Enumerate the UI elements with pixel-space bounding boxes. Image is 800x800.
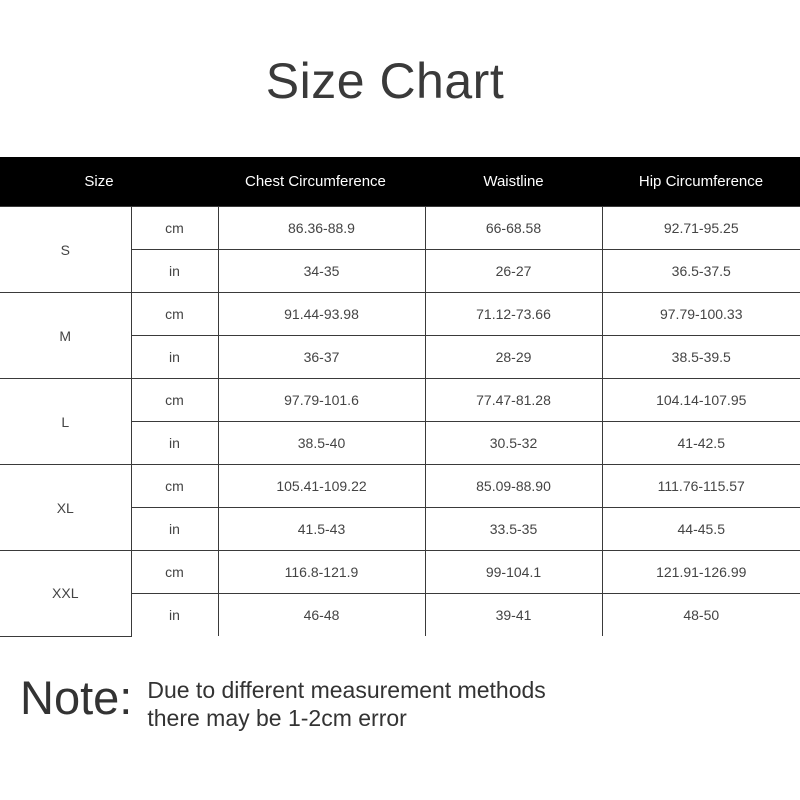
waist-cell: 66-68.58 bbox=[425, 207, 602, 250]
waist-cell: 99-104.1 bbox=[425, 551, 602, 594]
header-size: Size bbox=[0, 157, 218, 207]
size-label: XXL bbox=[0, 551, 131, 637]
chest-cell: 86.36-88.9 bbox=[218, 207, 425, 250]
hip-cell: 41-42.5 bbox=[602, 422, 800, 465]
header-chest: Chest Circumference bbox=[218, 157, 425, 207]
waist-cell: 85.09-88.90 bbox=[425, 465, 602, 508]
chest-cell: 97.79-101.6 bbox=[218, 379, 425, 422]
size-label: M bbox=[0, 293, 131, 379]
note-label: Note: bbox=[20, 671, 133, 724]
chest-cell: 38.5-40 bbox=[218, 422, 425, 465]
waist-cell: 77.47-81.28 bbox=[425, 379, 602, 422]
note-line-2: there may be 1-2cm error bbox=[147, 705, 407, 731]
table-row bbox=[0, 207, 800, 250]
table-row bbox=[0, 293, 800, 336]
hip-cell: 97.79-100.33 bbox=[602, 293, 800, 336]
table-row bbox=[0, 551, 800, 594]
hip-cell: 44-45.5 bbox=[602, 508, 800, 551]
chest-cell: 105.41-109.22 bbox=[218, 465, 425, 508]
chest-cell: 46-48 bbox=[218, 594, 425, 637]
measurement-note bbox=[20, 672, 546, 732]
unit-cell: in bbox=[131, 336, 218, 379]
note-line-1: Due to different measurement methods bbox=[147, 677, 546, 703]
unit-cell: in bbox=[131, 422, 218, 465]
unit-cell: cm bbox=[131, 293, 218, 336]
page-title: Size Chart bbox=[265, 53, 505, 109]
waist-cell: 71.12-73.66 bbox=[425, 293, 602, 336]
waist-cell: 26-27 bbox=[425, 250, 602, 293]
hip-cell: 111.76-115.57 bbox=[602, 465, 800, 508]
size-label: XL bbox=[0, 465, 131, 551]
hip-cell: 104.14-107.95 bbox=[602, 379, 800, 422]
waist-cell: 30.5-32 bbox=[425, 422, 602, 465]
unit-cell: in bbox=[131, 594, 218, 637]
chest-cell: 36-37 bbox=[218, 336, 425, 379]
size-chart-table bbox=[0, 157, 800, 637]
waist-cell: 28-29 bbox=[425, 336, 602, 379]
table-row bbox=[0, 379, 800, 422]
unit-cell: in bbox=[131, 250, 218, 293]
waist-cell: 33.5-35 bbox=[425, 508, 602, 551]
hip-cell: 36.5-37.5 bbox=[602, 250, 800, 293]
unit-cell: cm bbox=[131, 551, 218, 594]
size-label: L bbox=[0, 379, 131, 465]
hip-cell: 38.5-39.5 bbox=[602, 336, 800, 379]
hip-cell: 121.91-126.99 bbox=[602, 551, 800, 594]
header-hip: Hip Circumference bbox=[602, 157, 800, 207]
waist-cell: 39-41 bbox=[425, 594, 602, 637]
note-text bbox=[147, 672, 545, 732]
chest-cell: 91.44-93.98 bbox=[218, 293, 425, 336]
hip-cell: 48-50 bbox=[602, 594, 800, 637]
unit-cell: cm bbox=[131, 379, 218, 422]
chest-cell: 116.8-121.9 bbox=[218, 551, 425, 594]
size-label: S bbox=[0, 207, 131, 293]
header-waist: Waistline bbox=[425, 157, 602, 207]
unit-cell: cm bbox=[131, 465, 218, 508]
unit-cell: in bbox=[131, 508, 218, 551]
table-header-row bbox=[0, 157, 800, 207]
chest-cell: 34-35 bbox=[218, 250, 425, 293]
hip-cell: 92.71-95.25 bbox=[602, 207, 800, 250]
unit-cell: cm bbox=[131, 207, 218, 250]
table-row bbox=[0, 465, 800, 508]
chest-cell: 41.5-43 bbox=[218, 508, 425, 551]
